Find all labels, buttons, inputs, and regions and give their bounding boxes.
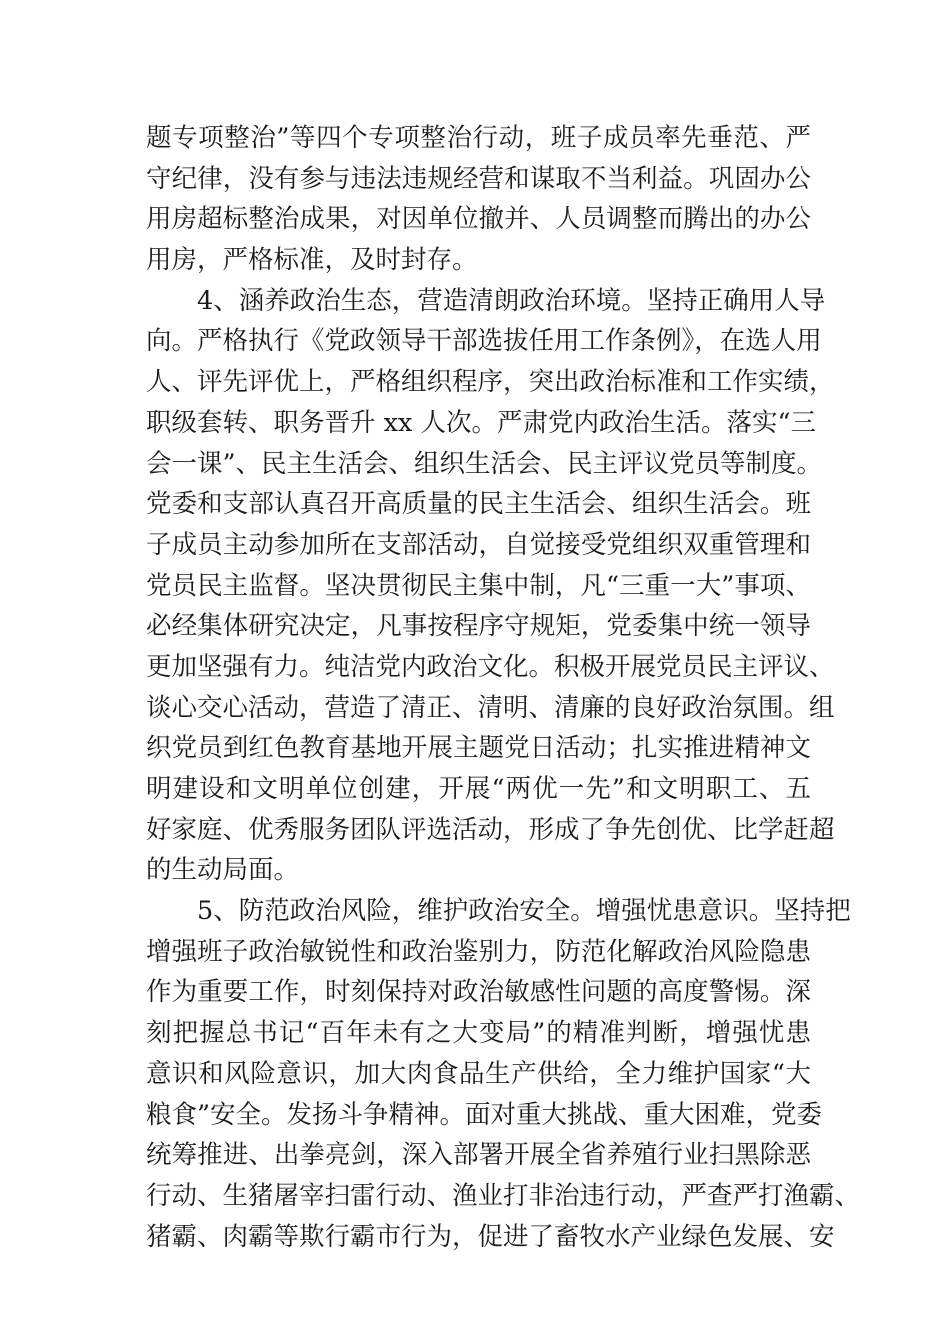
text-line: 作为重要工作，时刻保持对政治敏感性问题的高度警惕。深 <box>146 977 811 1008</box>
text-line: 刻把握总书记“百年未有之大变局”的精准判断，增强忧患 <box>146 1018 811 1049</box>
text-line: 会一课”、民主生活会、组织生活会、民主评议党员等制度。 <box>146 448 823 479</box>
text-line: 党员民主监督。坚决贯彻民主集中制，凡“三重一大”事项、 <box>146 570 811 601</box>
text-line: 守纪律，没有参与违法违规经营和谋取不当利益。巩固办公 <box>146 163 811 194</box>
text-line: 更加坚强有力。纯洁党内政治文化。积极开展党员民主评议、 <box>146 651 835 682</box>
text-line: 行动、生猪屠宰扫雷行动、渔业打非治违行动，严查严打渔霸、 <box>146 1180 861 1211</box>
text-line: 明建设和文明单位创建，开展“两优一先”和文明职工、五 <box>146 774 811 804</box>
text-line: 增强班子政治敏锐性和政治鉴别力，防范化解政治风险隐患 <box>146 936 811 967</box>
text-line: 党委和支部认真召开高质量的民主生活会、组织生活会。班 <box>146 489 811 520</box>
text-line: 向。严格执行《党政领导干部选拔任用工作条例》，在选人用 <box>146 326 822 357</box>
text-line: 的生动局面。 <box>146 855 300 886</box>
text-line: 意识和风险意识，加大肉食品生产供给，全力维护国家“大 <box>146 1058 811 1089</box>
text-line: 猪霸、肉霸等欺行霸市行为，促进了畜牧水产业绿色发展、安 <box>146 1221 835 1252</box>
text-line: 粮食”安全。发扬斗争精神。面对重大挑战、重大困难，党委 <box>146 1099 823 1130</box>
body-text <box>146 118 861 1257</box>
text-line: 织党员到红色教育基地开展主题党日活动；扎实推进精神文 <box>146 733 811 764</box>
text-line: 谈心交心活动，营造了清正、清明、清廉的良好政治氛围。组 <box>146 692 835 723</box>
text-line: 5、防范政治风险，维护政治安全。增强忧患意识。坚持把 <box>197 896 851 927</box>
text-line: 必经集体研究决定，凡事按程序守规矩，党委集中统一领导 <box>146 611 811 642</box>
text-line: 用房超标整治成果，对因单位撤并、人员调整而腾出的办公 <box>146 204 811 235</box>
text-line: 人、评先评优上，严格组织程序，突出政治标准和工作实绩， <box>146 367 835 398</box>
text-line: 职级套转、职务晋升 xx 人次。严肃党内政治生活。落实“三 <box>146 407 817 438</box>
text-line: 4、涵养政治生态，营造清朗政治环境。坚持正确用人导 <box>197 285 826 316</box>
text-line: 统筹推进、出拳亮剑，深入部署开展全省养殖行业扫黑除恶 <box>146 1140 811 1171</box>
text-line: 好家庭、优秀服务团队评选活动，形成了争先创优、比学赶超 <box>146 814 835 845</box>
text-line: 题专项整治”等四个专项整治行动，班子成员率先垂范、严 <box>146 123 811 153</box>
text-line: 用房，严格标准，及时封存。 <box>146 245 478 276</box>
text-line: 子成员主动参加所在支部活动，自觉接受党组织双重管理和 <box>146 529 811 560</box>
